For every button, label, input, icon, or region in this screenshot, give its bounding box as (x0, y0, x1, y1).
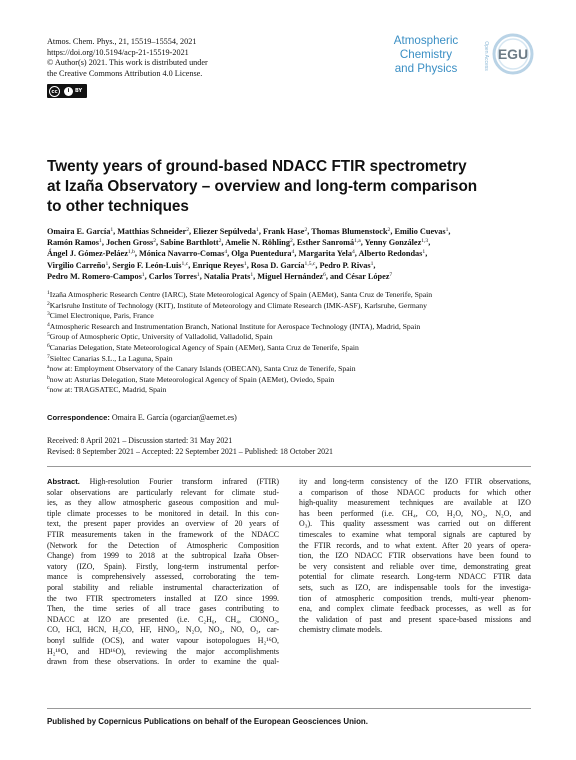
citation: Atmos. Chem. Phys., 21, 15519–15554, 2021 (47, 37, 197, 46)
affiliation-mark: 3 (47, 311, 50, 318)
abstract-text: H₂¹⁸O, and HD¹⁶O), reviewing the major accomplishments (47, 646, 279, 656)
abstract-line (47, 615, 279, 626)
affiliation-text: now at: Asturias Delegation, State Meteorological Agency of Spain (AEMet), Oviedo, Spain (49, 374, 335, 384)
author-name: Emilio Cuevas (394, 227, 446, 236)
abstract-line (47, 541, 279, 552)
author-name: César López (345, 271, 390, 281)
abstract-line (299, 615, 531, 626)
author-name: Natalia Prats (203, 271, 251, 281)
cc-by-license-badge[interactable] (47, 84, 87, 98)
abstract-column-right (299, 477, 531, 636)
author-affiliation-mark: 1,3 (421, 238, 429, 245)
author-name: Yenny González (364, 238, 422, 248)
author-name: Olga Puentedura (231, 249, 292, 259)
affiliation (47, 311, 547, 322)
author-affiliation-mark: 1 (445, 227, 449, 233)
abstract-text: FTIR measurements taken in the framework of the NDACC (47, 529, 279, 539)
abstract-text: vatory (IZO, Spain). Firstly, long-term instrumental perfor- (47, 561, 279, 571)
author-name: Sergio F. León-Luis (112, 260, 182, 270)
abstract-line (299, 541, 531, 552)
author-affiliation-mark: 1,5,c (304, 260, 316, 267)
affiliation (47, 354, 547, 365)
author-affiliation-mark: 1,b (127, 249, 135, 256)
open-access-text: Open Access (483, 41, 489, 71)
author-affiliation-mark: 2 (387, 227, 391, 233)
affiliation (47, 301, 547, 312)
abstract-line (47, 583, 279, 594)
affiliation-text: Karlsruhe Institute of Technology (KIT), Institute of Meteorology and Climate Research (IMK-ASF), Karlsruhe, Germany (49, 300, 427, 310)
abstract-text: ena, and complex climate feedback processes, as well as for (299, 604, 531, 614)
author-affiliation-mark: 1 (141, 271, 145, 278)
affiliation (47, 343, 547, 354)
author-name: Pedro P. Rivas (319, 260, 371, 270)
abstract-text: text, the present paper provides an overview of 20 years of (47, 519, 279, 529)
author-affiliation-mark: 1 (250, 271, 254, 278)
abstract-text: ies, as they allow atmospheric gaseous composition and mul- (47, 498, 279, 508)
affiliation (47, 385, 547, 396)
journal-name-line: Chemistry (399, 48, 453, 61)
author-name: Carlos Torres (148, 271, 197, 281)
abstract-line (299, 477, 531, 488)
author-affiliation-mark: 1 (196, 271, 200, 278)
abstract-text: (Network for the Detection of Atmospheric Composition (47, 540, 279, 550)
abstract-line (47, 562, 279, 573)
abstract-line (47, 657, 279, 668)
abstract-text: the two FTIR spectrometers installed at IZO since 1999. (47, 593, 279, 603)
abstract-line (47, 530, 279, 541)
author-line: Pedro M. Romero-Campos$^1$, Carlos Torres$^1$, Natalia Prats$^1$, Miguel Hernández$^6$, and César López$^7$ (47, 271, 393, 281)
abstract-text: Change) from 1999 to 2018 at the subtropical Izaña Obser- (47, 551, 279, 561)
author-name: Eliezer Sepúlveda (193, 227, 257, 236)
copyright: © Author(s) 2021. This work is distributed under (47, 58, 208, 68)
abstract-line (299, 488, 531, 499)
abstract-text: a comparison of those NDACC products for which other (299, 487, 531, 497)
history-line: Received: 8 April 2021 – Discussion started: 31 May 2021 (47, 436, 233, 445)
author-affiliation-mark: 2 (218, 238, 222, 245)
affiliation-text: Sieltec Canarias S.L., La Laguna, Spain (49, 353, 173, 363)
article-title (47, 157, 517, 217)
abstract-text: bonyl sulfide (OCS), and water vapour isotopologues H₂¹⁶O, (47, 635, 279, 645)
divider (47, 708, 531, 709)
abstract-text: high-quality measurement techniques are available at IZO (299, 498, 531, 508)
author-affiliation-mark: 1 (243, 260, 247, 267)
abstract-text: has been performed (i.e. CH₄, CO, H₂O, NO₂, N₂O, and (299, 508, 531, 518)
author-name: Margarita Yela (298, 249, 352, 259)
author-name: Ángel J. Gómez-Peláez (47, 249, 128, 259)
title-line: Twenty years of ground-based NDACC FTIR spectrometry (47, 158, 467, 175)
author-affiliation-mark: 6 (323, 271, 326, 278)
abstract-text: Then, the time series of all trace gases contributing to (47, 604, 279, 614)
abstract-line (47, 572, 279, 583)
affiliation (47, 290, 547, 301)
author-name: Frank Hase (262, 227, 305, 236)
author-affiliation-mark: 2 (289, 238, 293, 245)
affiliation-text: now at: TRAGSATEC, Madrid, Spain (49, 385, 167, 395)
journal-name-line: Atmospheric (393, 34, 459, 47)
abstract-text: be very consistent and reliable over time, demonstrating great (299, 561, 531, 571)
abstract-line (299, 572, 531, 583)
abstract-line (47, 488, 279, 499)
abstract-line (47, 625, 279, 636)
abstract-line (299, 625, 531, 636)
license: the Creative Commons Attribution 4.0 License. (47, 68, 203, 78)
correspondence (47, 413, 237, 422)
journal-name-line: and Physics (394, 62, 458, 75)
abstract-heading: Abstract. (47, 477, 90, 486)
abstract-line (47, 477, 279, 488)
author-affiliation-mark: 1,c (181, 260, 189, 267)
abstract-line (47, 509, 279, 520)
abstract-text: solar observations are particularly relevant for climate stud- (47, 487, 279, 497)
abstract-line (47, 498, 279, 509)
author-line: Omaira E. García$^1$, Matthias Schneider$^2$, Eliezer Sepúlveda$^1$, Frank Hase$^2$, Thomas Blumenstock$^2$, Emilio Cuevas$^1$, (47, 227, 451, 236)
affiliation-mark: c (47, 385, 50, 392)
abstract-text: chemistry climate models. (299, 625, 383, 635)
author-name: Miguel Hernández (257, 271, 324, 281)
abstract-text: drawn from these observations. In order to examine the qual- (47, 657, 279, 667)
affiliation-mark: 7 (47, 353, 50, 360)
author-name: Mónica Navarro-Comas (139, 249, 225, 259)
by-label: BY (75, 88, 83, 94)
affiliation-text: Atmospheric Research and Instrumentation Branch, National Institute for Aerospace Technology (INTA), Madrid, Spain (49, 321, 421, 331)
abstract-line (299, 530, 531, 541)
abstract-text: the validation of past and present space-based missions and (299, 614, 531, 624)
title-line: at Izaña Observatory – overview and long-term comparison (47, 178, 478, 195)
abstract-line (299, 519, 531, 530)
article-metadata (47, 37, 307, 79)
affiliation-text: Cimel Electronique, Paris, France (49, 311, 154, 321)
author-name: Rosa D. García (250, 260, 305, 270)
author-name: Matthias Schneider (117, 227, 187, 236)
abstract-line (47, 551, 279, 562)
author-line: Ramón Ramos$^1$, Jochen Gross$^2$, Sabine Barthlott$^2$, Amelie N. Röhling$^2$, Esther Sanromá$^{1,a}$, Yenny González$^{1,3}$, (47, 238, 431, 248)
egu-logo-icon (492, 33, 534, 75)
abstract-text: O₃). This quality assessment was carried out on different (299, 519, 531, 529)
abstract-text: poral stability and reliable instrumental characterization of (47, 582, 279, 592)
divider (47, 466, 531, 467)
author-affiliation-mark: 7 (389, 271, 393, 278)
doi-link[interactable]: https://doi.org/10.5194/acp-21-15519-2021 (47, 47, 189, 57)
egu-logo-text: EGU (497, 46, 529, 62)
title-line: to other techniques (47, 198, 189, 215)
author-name: Esther Sanromá (296, 238, 355, 248)
author-affiliation-mark: 4 (351, 249, 355, 256)
author-list (47, 226, 539, 282)
attribution-icon: i (64, 87, 73, 96)
author-name: Amelie N. Röhling (225, 238, 290, 248)
author-name: Sabine Barthlott (160, 238, 219, 248)
journal-name (376, 34, 476, 76)
affiliation-mark: 6 (47, 342, 50, 349)
author-name: Omaira E. García (47, 227, 111, 236)
article-history (47, 435, 333, 457)
affiliation-mark: b (47, 374, 50, 381)
correspondence-label: Correspondence: (47, 413, 110, 422)
abstract-line (299, 551, 531, 562)
creative-commons-icon: cc (49, 86, 60, 97)
abstract-line (47, 647, 279, 658)
abstract-text: tiple climate processes to be monitored in detail. In this con- (47, 508, 279, 518)
affiliation-mark: a (47, 364, 50, 371)
author-affiliation-mark: 1,a (354, 238, 361, 245)
affiliation-mark: 5 (47, 332, 50, 339)
author-name: Virgilio Carreño (47, 260, 106, 270)
author-affiliation-mark: 1 (422, 249, 426, 256)
abstract-text: sets, such as IZO, are indispensable tools for the investiga- (299, 582, 531, 592)
abstract-line (47, 636, 279, 647)
author-line: Ángel J. Gómez-Peláez$^{1,b}$, Mónica Navarro-Comas$^4$, Olga Puentedura$^4$, Margarita Yela$^4$, Alberto Redondas$^1$, (47, 249, 428, 259)
abstract-column-left (47, 477, 279, 668)
author-affiliation-mark: 2 (153, 238, 157, 245)
author-name: Ramón Ramos (47, 238, 100, 248)
open-access-label (481, 34, 491, 78)
author-affiliation-mark: 1 (370, 260, 374, 267)
affiliation-text: now at: Employment Observatory of the Canary Islands (OBECAN), Santa Cruz de Tenerife, Spain (49, 364, 356, 374)
author-affiliation-mark: 2 (186, 227, 190, 233)
author-name: Alberto Redondas (358, 249, 423, 259)
author-affiliation-mark: 1 (256, 227, 259, 233)
affiliation (47, 322, 547, 333)
history-line: Revised: 8 September 2021 – Accepted: 22 September 2021 – Published: 18 October 2021 (47, 447, 333, 457)
author-name: Thomas Blumenstock (311, 227, 388, 236)
abstract-line (47, 604, 279, 615)
correspondence-text: Omaira E. García (ogarciar@aemet.es) (111, 413, 237, 422)
abstract-text: tion, the IZO NDACC FTIR observations have been found to (299, 551, 531, 561)
abstract-text: mance is comprehensively assessed, corroborating the tem- (47, 572, 279, 582)
author-line: Virgilio Carreño$^1$, Sergio F. León-Luis$^{1,c}$, Enrique Reyes$^1$, Rosa D. García$^{1,5,c}$, Pedro P. Rivas$^1$, (47, 260, 376, 270)
author-name: Pedro M. Romero-Campos (47, 271, 142, 281)
abstract-line (299, 562, 531, 573)
affiliation (47, 375, 547, 386)
abstract-text: ity and long-term consistency of the IZO FTIR observations, (299, 477, 531, 486)
abstract-line (299, 594, 531, 605)
affiliation-mark: 4 (47, 321, 50, 328)
affiliation-text: Group of Atmospheric Optic, University of Valladolid, Valladolid, Spain (49, 332, 273, 342)
author-affiliation-mark: 1 (110, 227, 114, 233)
abstract-text: potential for climate research. Long-term NDACC FTIR data (299, 572, 531, 582)
abstract-text: NDACC at IZO are presented (i.e. C₂H₆, CH₄, ClONO₂, (47, 614, 279, 624)
abstract-text: CO, HCl, HCN, H₂CO, HF, HNO₃, N₂O, NO₂, NO, O₃, car- (47, 625, 279, 635)
author-affiliation-mark: 2 (304, 227, 308, 233)
author-name: Jochen Gross (105, 238, 154, 248)
author-affiliation-mark: 1 (99, 238, 102, 245)
affiliation-list (47, 290, 547, 396)
abstract-text: the FTIR records, and to what extent. After 20 years of opera- (299, 540, 531, 550)
egu-logo (492, 33, 534, 75)
affiliation (47, 364, 547, 375)
author-affiliation-mark: 1 (105, 260, 109, 267)
abstract-line (47, 594, 279, 605)
abstract-text: High-resolution Fourier transform infrared (FTIR) (89, 477, 279, 486)
abstract-line (47, 519, 279, 530)
affiliation (47, 332, 547, 343)
affiliation-text: Canarias Delegation, State Meteorological Agency of Spain (AEMet), Santa Cruz de Tenerife, Spain (49, 342, 359, 352)
abstract-line (299, 498, 531, 509)
author-affiliation-mark: 4 (224, 249, 228, 256)
abstract-text: tion of atmospheric composition trends, multi-year phenom- (299, 593, 531, 603)
author-name: Enrique Reyes (192, 260, 244, 270)
affiliation-mark: 2 (47, 300, 50, 307)
affiliation-text: Izaña Atmospheric Research Centre (IARC), State Meteorological Agency of Spain (AEMet), Santa Cruz de Tenerife, Spain (49, 290, 433, 299)
abstract-line (299, 604, 531, 615)
author-affiliation-mark: 4 (291, 249, 295, 256)
publisher-footer: Published by Copernicus Publications on behalf of the European Geosciences Union. (47, 717, 368, 726)
abstract-text: timescales to examine what temporal signals are captured by (299, 529, 531, 539)
abstract-line (299, 583, 531, 594)
affiliation-mark: 1 (47, 290, 50, 296)
abstract-line (299, 509, 531, 520)
